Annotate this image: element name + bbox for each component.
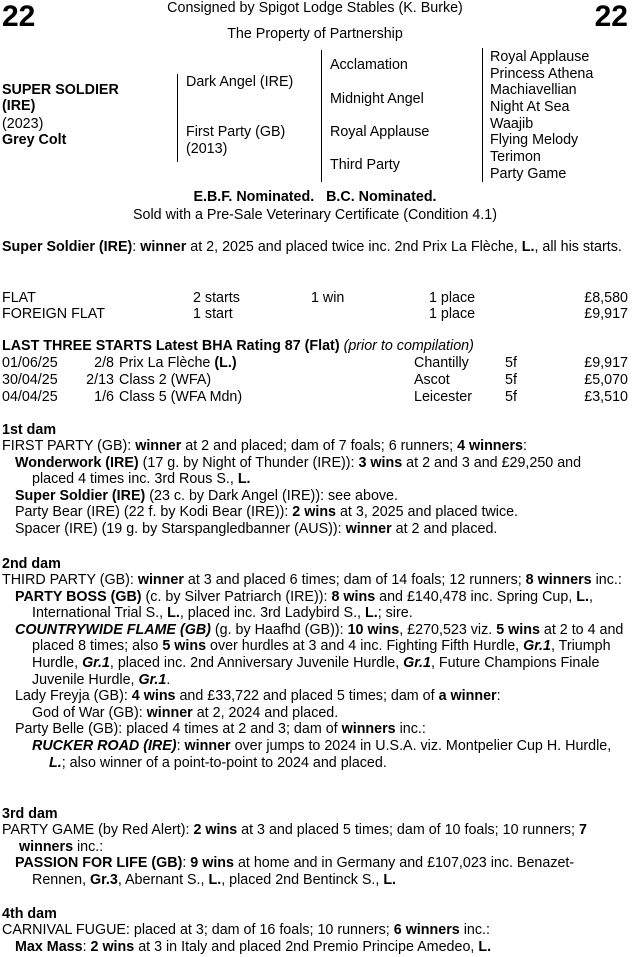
text: :	[523, 438, 527, 454]
text: at 2 and 3 and £29,250 and placed 4 times inc. 3rd Rous S.,	[32, 454, 582, 488]
dam2-produce-freyja	[2, 688, 627, 705]
dam1-produce-wonderwork	[2, 455, 627, 488]
text: PARTY GAME (by Red Alert):	[2, 822, 194, 838]
produce-name: Super Soldier (IRE)	[15, 487, 146, 504]
grade-text: L.	[237, 471, 251, 488]
text: , Triumph Hurdle,	[32, 638, 611, 671]
win-text: 2 wins	[292, 504, 336, 521]
start-date: 01/06/25	[2, 355, 58, 371]
grade-text: L.	[576, 588, 589, 605]
text: at 2, 2024 and placed.	[192, 704, 339, 721]
pedigree-gen4-3: Machiavellian	[490, 82, 577, 98]
record-row-foreign-flat	[2, 306, 630, 322]
start-distance: 5f	[505, 372, 517, 388]
text: Lady Freyja (GB):	[15, 688, 132, 705]
win-text: winner	[135, 438, 182, 454]
record-wins: 1 win	[311, 290, 345, 306]
text: , placed 2nd Bentinck S.,	[221, 871, 384, 888]
grade-text: L.	[383, 871, 397, 888]
horse-sex: Grey Colt	[2, 132, 67, 148]
summary-text: :	[132, 239, 141, 255]
text: ; sire.	[377, 605, 413, 622]
start-date: 30/04/25	[2, 372, 58, 388]
text: at 3 and placed 5 times; dam of 10 foals; 10 runners;	[237, 822, 579, 838]
text: :	[182, 855, 191, 872]
dam3-heading: 3rd dam	[2, 806, 58, 822]
win-text: 5 wins	[496, 621, 540, 638]
dam2-grandproduce-god	[2, 705, 627, 722]
record-starts: 1 start	[193, 306, 233, 322]
record-starts: 2 starts	[193, 290, 240, 306]
start-position: 1/6	[94, 389, 114, 405]
horse-name-line1: SUPER SOLDIER	[2, 82, 119, 98]
pedigree-gen3-1: Acclamation	[330, 57, 408, 73]
start-prize: £5,070	[584, 372, 628, 388]
text: Party Bear (IRE) (22 f. by Kodi Bear (IRE)):	[15, 504, 293, 521]
record-row-flat	[2, 290, 630, 306]
text: (17 g. by Night of Thunder (IRE)):	[138, 454, 359, 471]
win-text: winner	[146, 704, 193, 721]
pedigree-dam: First Party (GB)	[186, 124, 286, 140]
pedigree-gen4-2: Princess Athena	[490, 66, 594, 82]
win-text: winner	[184, 737, 231, 754]
text: , placed inc. 2nd Anniversary Juvenile Hurdle,	[109, 654, 404, 671]
last-three-heading	[2, 338, 474, 354]
win-text: 8 winners	[525, 572, 592, 588]
dam2-heading: 2nd dam	[2, 556, 61, 572]
dam2-produce-flame	[2, 622, 627, 688]
record-places: 1 place	[429, 306, 476, 322]
start-row	[2, 355, 630, 371]
pedigree-bracket-3	[482, 48, 483, 182]
grade-text: L.	[208, 871, 222, 888]
grade-text: L.	[365, 605, 378, 622]
start-distance: 5f	[505, 355, 517, 371]
win-text: 9 wins	[190, 855, 234, 872]
text: at 3 in Italy and placed 2nd Premio Principe Amedeo,	[134, 938, 479, 955]
grade-text: Gr.3	[90, 871, 118, 888]
summary-listed: L.	[521, 239, 535, 255]
text: CARNIVAL FUGUE: placed at 3; dam of 16 foals; 10 runners;	[2, 922, 394, 938]
grade-text: L.	[478, 938, 492, 955]
dam2-intro	[2, 572, 627, 589]
start-position: 2/13	[86, 372, 114, 388]
produce-name: COUNTRYWIDE FLAME (GB)	[15, 621, 211, 638]
grade-text: Gr.1	[138, 671, 167, 688]
start-date: 04/04/25	[2, 389, 58, 405]
start-row	[2, 389, 630, 405]
produce-name: PASSION FOR LIFE (GB)	[15, 855, 183, 872]
text: over hurdles at 3 and 4 inc. Fighting Fifth Hurdle,	[206, 638, 524, 655]
grade-text: Gr.1	[403, 654, 431, 671]
dam2-produce-belle	[2, 721, 627, 738]
pedigree-gen4-8: Party Game	[490, 166, 567, 182]
summary-text: at 2, 2025 and placed twice inc. 2nd Prix La Flèche,	[186, 239, 518, 255]
lot-number-right: 22	[594, 0, 628, 33]
last-three-title: LAST THREE STARTS Latest BHA Rating 87 (Flat)	[2, 338, 340, 354]
pedigree-gen4-5: Waajib	[490, 116, 534, 132]
text: :	[176, 737, 185, 754]
dam1-section	[2, 438, 627, 538]
text: , International Trial S.,	[32, 588, 593, 622]
text: and £33,722 and placed 5 times; dam of	[175, 688, 439, 705]
text: , £270,523 viz.	[399, 621, 497, 638]
produce-name: Wonderwork (IRE)	[15, 454, 139, 471]
text: and £140,478 inc. Spring Cup,	[375, 588, 577, 605]
dam3-intro	[2, 822, 627, 855]
pedigree-gen3-3: Royal Applause	[330, 124, 430, 140]
win-text: winner	[137, 572, 184, 588]
win-text: 5 wins	[162, 638, 207, 655]
pedigree-bracket-2	[321, 50, 322, 182]
dam4-heading: 4th dam	[2, 906, 57, 922]
last-three-note: (prior to compilation)	[339, 338, 474, 354]
grade-text: Gr.1	[82, 654, 110, 671]
win-text: 2 wins	[90, 938, 135, 955]
dam2-produce-boss	[2, 589, 627, 622]
pedigree-dam-year: (2013)	[186, 141, 228, 157]
text: , Abernant S.,	[117, 871, 209, 888]
text: at 3 and placed 6 times; dam of 14 foals; 12 runners;	[183, 572, 526, 588]
pedigree-gen4-7: Terimon	[490, 149, 541, 165]
win-text: 3 wins	[358, 454, 403, 471]
text: (g. by Haafhd (GB)):	[210, 621, 348, 638]
text: THIRD PARTY (GB):	[2, 572, 138, 588]
summary-horse-name: Super Soldier (IRE)	[2, 239, 133, 255]
start-course: Chantilly	[414, 355, 469, 371]
dam1-produce-spacer	[2, 521, 627, 538]
text: :	[496, 688, 501, 705]
pedigree-bracket-1	[177, 74, 178, 162]
win-text: 10 wins	[347, 621, 400, 638]
dam1-produce-bear	[2, 504, 627, 521]
win-text: winner	[345, 520, 392, 537]
record-type: FLAT	[2, 290, 36, 306]
text: God of War (GB):	[32, 704, 147, 721]
summary-paragraph	[2, 239, 636, 256]
dam4-section	[2, 922, 627, 955]
horse-year: (2023)	[2, 116, 44, 132]
win-text: 4 wins	[131, 688, 176, 705]
text: Party Belle (GB): placed 4 times at 2 and 3; dam of	[15, 721, 342, 738]
produce-name: Max Mass	[15, 938, 83, 955]
record-money: £8,580	[584, 290, 628, 306]
win-text: 2 wins	[193, 822, 238, 838]
pedigree-gen4-1: Royal Applause	[490, 49, 590, 65]
text: at home and in Germany and £107,023 inc. Benazet-Rennen,	[32, 855, 575, 888]
produce-name: RUCKER ROAD (IRE)	[32, 737, 177, 754]
text: ; also winner of a point-to-point to 2024 and placed.	[61, 754, 387, 771]
text: at 3, 2025 and placed twice.	[336, 504, 519, 521]
start-course: Leicester	[414, 389, 473, 405]
text: .	[166, 671, 171, 688]
grade-text: L.	[167, 605, 180, 622]
start-distance: 5f	[505, 389, 517, 405]
record-places: 1 place	[429, 290, 476, 306]
text: inc.:	[73, 838, 104, 855]
dam1-intro	[2, 438, 627, 455]
win-text: winners	[341, 721, 396, 738]
pedigree-gen3-4: Third Party	[330, 157, 400, 173]
summary-winner: winner	[140, 239, 187, 255]
lot-number-left: 22	[2, 0, 36, 33]
text: (23 c. by Dark Angel (IRE)): see above.	[145, 487, 398, 504]
start-prize: £9,917	[584, 355, 628, 371]
text: FIRST PARTY (GB):	[2, 438, 136, 454]
race-grade: (L.)	[210, 355, 237, 371]
text: Spacer (IRE) (19 g. by Starspangledbanner (AUS)):	[15, 520, 346, 537]
text: inc.:	[591, 572, 622, 588]
record-money: £9,917	[584, 306, 628, 322]
pedigree-sire: Dark Angel (IRE)	[186, 74, 294, 90]
start-course: Ascot	[414, 372, 450, 388]
dam1-heading: 1st dam	[2, 422, 57, 438]
pedigree-gen3-2: Midnight Angel	[330, 91, 424, 107]
text: at 2 and placed.	[391, 520, 498, 537]
start-race: Class 2 (WFA)	[119, 372, 212, 388]
race-name: Prix La Flèche	[119, 355, 211, 371]
text: , placed inc. 3rd Ladybird S.,	[179, 605, 365, 622]
consignor: Consigned by Spigot Lodge Stables (K. Burke)	[167, 0, 463, 16]
nominations: E.B.F. Nominated. B.C. Nominated.	[193, 189, 437, 205]
summary-text: , all his starts.	[534, 239, 622, 255]
text: inc.:	[395, 721, 426, 738]
horse-name-line2: (IRE)	[2, 98, 36, 114]
grade-text: Gr.1	[523, 638, 551, 655]
start-race	[119, 355, 237, 371]
win-text: a winner	[438, 688, 497, 705]
win-text: 6 winners	[393, 922, 460, 938]
text: at 2 to 4 and placed 8 times; also	[32, 621, 624, 655]
property-line: The Property of Partnership	[227, 26, 403, 42]
record-type: FOREIGN FLAT	[2, 306, 105, 322]
vet-certificate: Sold with a Pre-Sale Veterinary Certificate (Condition 4.1)	[133, 207, 497, 223]
start-prize: £3,510	[584, 389, 628, 405]
dam2-grandproduce-rucker	[2, 738, 627, 771]
dam1-produce-soldier	[2, 488, 627, 505]
text: (c. by Silver Patriarch (IRE)):	[141, 588, 332, 605]
produce-name: PARTY BOSS (GB)	[15, 588, 142, 605]
dam3-section	[2, 822, 627, 888]
dam3-produce-passion	[2, 855, 627, 888]
text: :	[82, 938, 91, 955]
grade-text: L.	[49, 754, 62, 771]
win-text: 7 winners	[19, 822, 587, 855]
win-text: 4 winners	[457, 438, 524, 454]
dam4-intro	[2, 922, 627, 939]
start-position: 2/8	[94, 355, 114, 371]
dam2-section	[2, 572, 627, 771]
text: , Future Champions Finale Juvenile Hurdle,	[32, 654, 600, 688]
text: inc.:	[459, 922, 490, 938]
text: at 2 and placed; dam of 7 foals; 6 runners;	[181, 438, 458, 454]
text: over jumps to 2024 in U.S.A. viz. Montpelier Cup H. Hurdle,	[230, 737, 612, 754]
pedigree-gen4-4: Night At Sea	[490, 99, 570, 115]
dam4-produce-max	[2, 939, 627, 956]
win-text: 8 wins	[331, 588, 376, 605]
start-row	[2, 372, 630, 388]
pedigree-gen4-6: Flying Melody	[490, 132, 579, 148]
start-race: Class 5 (WFA Mdn)	[119, 389, 243, 405]
